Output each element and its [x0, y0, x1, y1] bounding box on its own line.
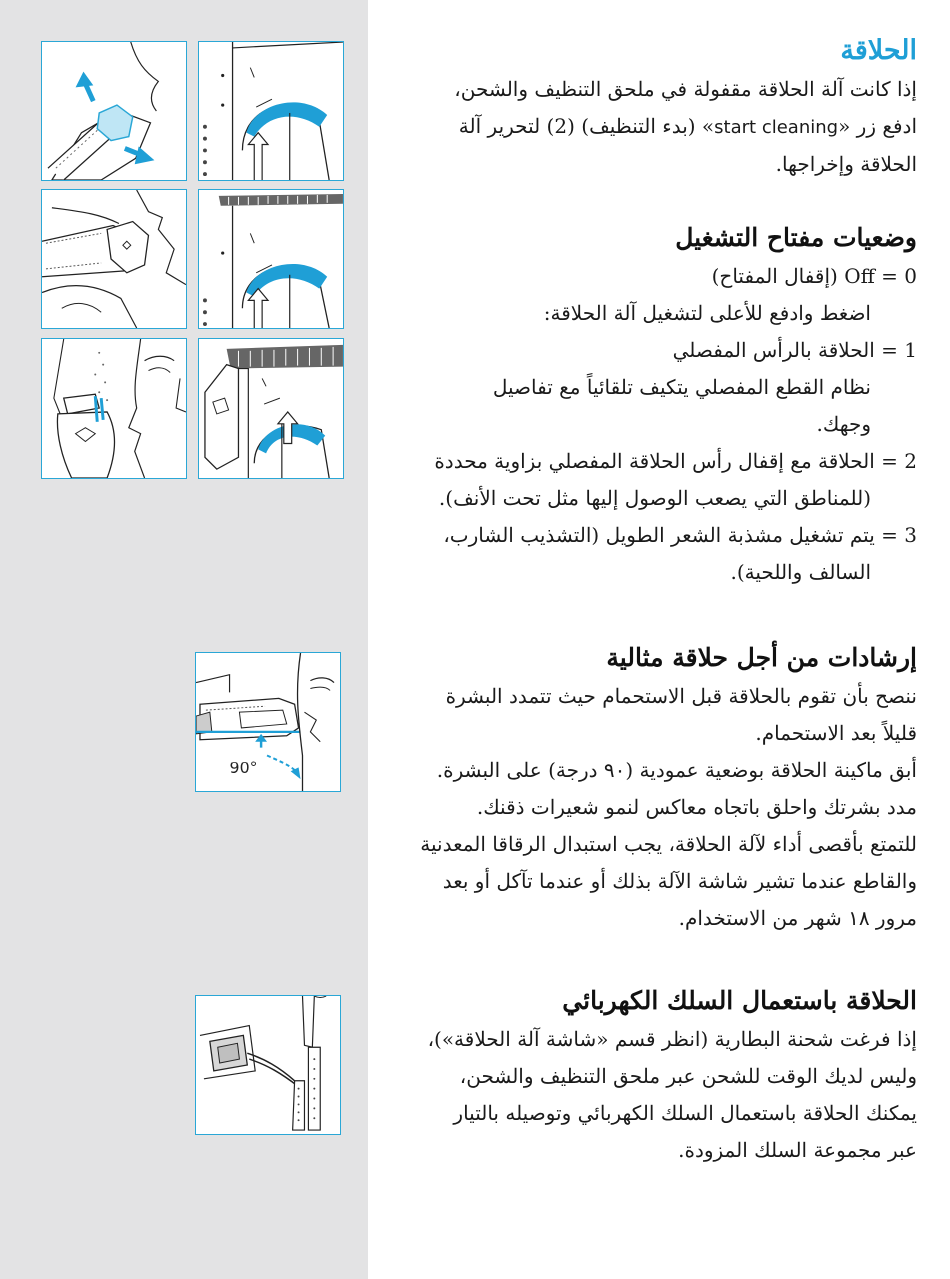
angle-label: 90°	[229, 758, 258, 778]
cord-line: إذا فرغت شحنة البطارية (انظر قسم «شاشة آلة الحلاقة»)،	[427, 1027, 917, 1051]
section-switch-positions	[395, 218, 917, 591]
section-title-shaver: الحلاقة	[840, 35, 917, 66]
section-heading-tips: إرشادات من أجل حلاقة مثالية	[606, 643, 917, 672]
switch-line-1-desc: نظام القطع المفصلي يتكيف تلقائياً مع تفاصيل	[492, 375, 871, 399]
cord-line: وليس لديك الوقت للشحن عبر ملحق التنظيف والشحن،	[459, 1064, 917, 1088]
figure-sidebar	[0, 0, 368, 1279]
switch-line-1: 1 = الحلاقة بالرأس المفصلي	[672, 338, 917, 362]
section-cord	[395, 981, 917, 1169]
figure-switch-position-2	[198, 189, 344, 329]
section-heading-switch: وضعيات مفتاح التشغيل	[675, 223, 917, 252]
switch-line-1-desc: وجهك.	[816, 412, 871, 436]
section-shaver	[395, 31, 917, 183]
figure-trimming-face	[41, 338, 187, 479]
switch-line-2: 2 = الحلاقة مع إقفال رأس الحلاقة المفصلي بزاوية محددة	[434, 449, 917, 473]
shaver-text-line: الحلاقة وإخراجها.	[775, 152, 917, 176]
tips-line: للتمتع بأقصى أداء لآلة الحلاقة، يجب استبدال الرقاقا المعدنية	[420, 832, 917, 856]
switch-line-off: Off = 0 (إقفال المفتاح)	[711, 264, 917, 288]
figure-90-degree-angle	[195, 652, 341, 792]
switch-line-3: 3 = يتم تشغيل مشذبة الشعر الطويل (التشذيب الشارب،	[443, 523, 917, 547]
tips-line: مدد بشرتك واحلق باتجاه معاكس لنمو شعيرات ذقنك.	[476, 795, 917, 819]
switch-line-push: اضغط وادفع للأعلى لتشغيل آلة الحلاقة:	[543, 301, 871, 325]
text-fragment: » (بدء التنظيف) (2) لتحرير آلة	[458, 114, 715, 138]
switch-line-2-desc: (للمناطق التي يصعب الوصول إليها مثل تحت الأنف).	[438, 486, 871, 510]
cord-line: يمكنك الحلاقة باستعمال السلك الكهربائي وتوصيله بالتيار	[453, 1101, 917, 1125]
shaver-text-line	[395, 108, 917, 146]
switch-line-3-desc: السالف واللحية).	[730, 560, 871, 584]
tips-line: مرور ١٨ شهر من الاستخدام.	[678, 906, 917, 930]
text-fragment: ادفع زر «	[838, 114, 917, 138]
figure-shaver-release	[41, 41, 187, 181]
figure-shaving-side	[41, 189, 187, 329]
section-tips	[395, 638, 917, 937]
start-cleaning-label: start cleaning	[714, 117, 839, 138]
shaver-text-line: إذا كانت آلة الحلاقة مقفولة في ملحق التنظيف والشحن،	[454, 77, 917, 101]
figure-switch-position-3	[198, 338, 344, 479]
tips-line: ننصح بأن تقوم بالحلاقة قبل الاستحمام حيث تتمدد البشرة	[445, 684, 917, 708]
figure-power-cord	[195, 995, 341, 1135]
cord-line: عبر مجموعة السلك المزودة.	[678, 1138, 917, 1162]
tips-line: أبق ماكينة الحلاقة بوضعية عمودية (٩٠ درجة) على البشرة.	[436, 758, 917, 782]
tips-line: والقاطع عندما تشير شاشة الآلة بذلك أو عندما تآكل أو بعد	[442, 869, 917, 893]
tips-line: قليلاً بعد الاستحمام.	[755, 721, 917, 745]
section-heading-cord: الحلاقة باستعمال السلك الكهربائي	[562, 986, 917, 1015]
figure-switch-position-1	[198, 41, 344, 181]
